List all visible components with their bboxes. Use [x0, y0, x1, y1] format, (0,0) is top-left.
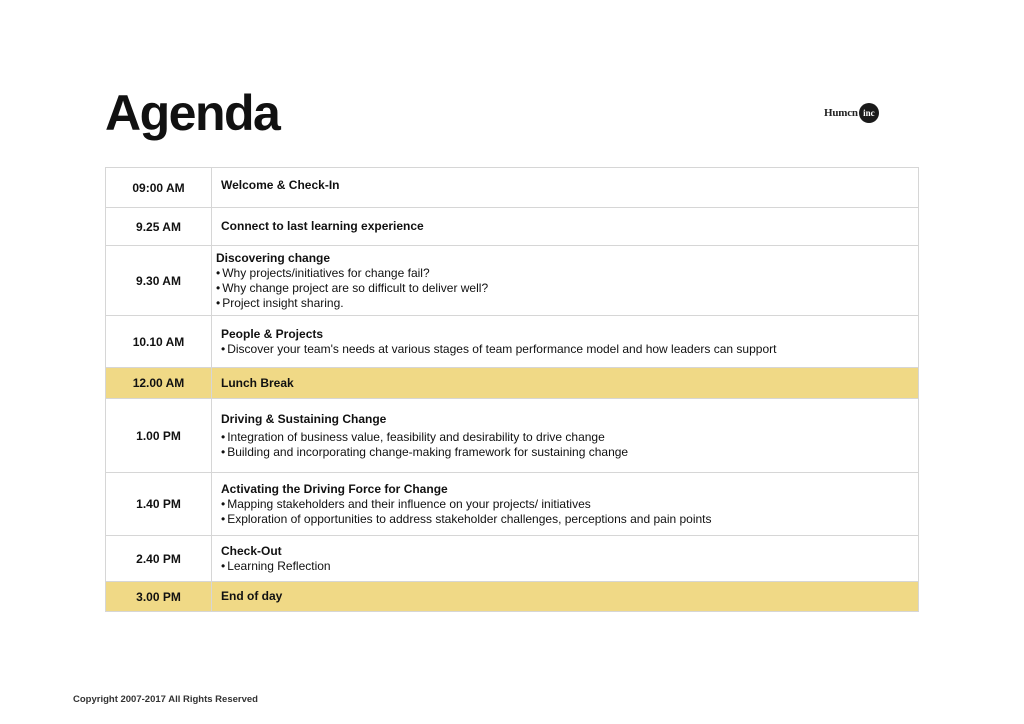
- agenda-item: [212, 473, 919, 536]
- agenda-row: [106, 316, 919, 368]
- agenda-item: [212, 399, 919, 473]
- agenda-heading: Connect to last learning experience: [221, 219, 424, 233]
- agenda-row-highlight: [106, 582, 919, 612]
- copyright-footer: Copyright 2007-2017 All Rights Reserved: [73, 694, 258, 705]
- logo-wordmark: Humcn: [824, 107, 858, 119]
- company-logo: [824, 103, 879, 123]
- agenda-bullets: [221, 430, 917, 460]
- agenda-bullet: • Discover your team's needs at various stages of team performance model and how leaders can support: [221, 342, 917, 357]
- agenda-row-highlight: [106, 368, 919, 399]
- agenda-item: [212, 582, 919, 612]
- agenda-item: [212, 368, 919, 399]
- agenda-time: 9.30 AM: [106, 246, 212, 316]
- agenda-bullet: • Building and incorporating change-making framework for sustaining change: [221, 445, 917, 460]
- agenda-time: 1.40 PM: [106, 473, 212, 536]
- agenda-item: [212, 168, 919, 208]
- agenda-bullets: [216, 266, 917, 311]
- agenda-time: 10.10 AM: [106, 316, 212, 368]
- agenda-bullets: [221, 559, 917, 574]
- agenda-time: 3.00 PM: [106, 582, 212, 612]
- agenda-bullet: • Mapping stakeholders and their influence on your projects/ initiatives: [221, 497, 917, 512]
- agenda-row: [106, 208, 919, 246]
- agenda-bullet: • Why change project are so difficult to deliver well?: [216, 281, 917, 296]
- agenda-heading: Lunch Break: [221, 375, 294, 390]
- agenda-time: 12.00 AM: [106, 368, 212, 399]
- agenda-heading: Welcome & Check-In: [221, 178, 340, 192]
- agenda-row: [106, 246, 919, 316]
- agenda-bullet: • Integration of business value, feasibility and desirability to drive change: [221, 430, 917, 445]
- agenda-time: 2.40 PM: [106, 536, 212, 582]
- page-title: Agenda: [105, 85, 280, 141]
- agenda-heading: Activating the Driving Force for Change: [221, 481, 448, 496]
- agenda-heading: Discovering change: [216, 250, 331, 265]
- agenda-heading: End of day: [221, 589, 283, 603]
- agenda-time: 09:00 AM: [106, 168, 212, 208]
- logo-badge: inc: [859, 103, 879, 123]
- agenda-bullet: • Exploration of opportunities to address stakeholder challenges, perceptions and pain points: [221, 512, 917, 527]
- agenda-table: [105, 167, 919, 612]
- agenda-row: [106, 473, 919, 536]
- agenda-bullet: • Project insight sharing.: [216, 296, 917, 311]
- agenda-bullet: • Why projects/initiatives for change fail?: [216, 266, 917, 281]
- agenda-bullets: [221, 342, 917, 357]
- agenda-item: [212, 316, 919, 368]
- agenda-row: [106, 399, 919, 473]
- agenda-row: [106, 536, 919, 582]
- agenda-row: [106, 168, 919, 208]
- agenda-bullet: • Learning Reflection: [221, 559, 917, 574]
- agenda-heading: Check-Out: [221, 543, 282, 558]
- agenda-time: 9.25 AM: [106, 208, 212, 246]
- agenda-heading: Driving & Sustaining Change: [221, 411, 387, 426]
- agenda-item: [212, 246, 919, 316]
- agenda-heading: People & Projects: [221, 326, 324, 341]
- agenda-item: [212, 536, 919, 582]
- agenda-item: [212, 208, 919, 246]
- agenda-bullets: [221, 497, 917, 527]
- agenda-time: 1.00 PM: [106, 399, 212, 473]
